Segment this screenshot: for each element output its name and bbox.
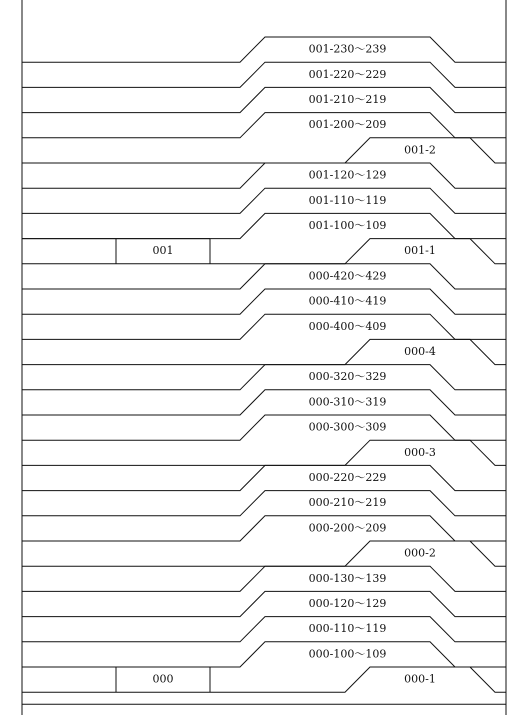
row-outline bbox=[22, 289, 506, 314]
range-row bbox=[22, 491, 506, 516]
range-row bbox=[22, 617, 506, 642]
range-row bbox=[22, 289, 506, 314]
row-label: 000-3 bbox=[404, 445, 436, 459]
range-row bbox=[22, 37, 506, 62]
row-label: 000-400～409 bbox=[308, 319, 387, 333]
row-outline bbox=[22, 642, 506, 667]
range-row bbox=[22, 516, 506, 541]
row-outline bbox=[22, 566, 506, 591]
row-label: 000-4 bbox=[404, 345, 436, 358]
row-label: 000-310～319 bbox=[308, 395, 387, 409]
range-row bbox=[22, 213, 506, 238]
root-label: 001 bbox=[152, 244, 174, 258]
row-outline bbox=[22, 113, 506, 138]
range-row bbox=[22, 87, 506, 112]
row-outline bbox=[22, 390, 506, 415]
row-label: 000-100～109 bbox=[308, 647, 387, 661]
range-row bbox=[22, 163, 506, 188]
row-label: 001-120～129 bbox=[308, 168, 387, 182]
row-outline bbox=[22, 591, 506, 616]
group-row bbox=[22, 541, 506, 566]
row-outline bbox=[22, 163, 506, 188]
row-label: 000-300～309 bbox=[308, 420, 387, 434]
row-label: 001-220～229 bbox=[308, 67, 387, 81]
row-label: 000-130～139 bbox=[308, 571, 387, 585]
row-label: 001-100～109 bbox=[308, 219, 387, 232]
row-label: 001-230～239 bbox=[308, 42, 387, 56]
range-row bbox=[22, 642, 506, 667]
group-row bbox=[22, 440, 506, 465]
row-label: 000-120～129 bbox=[308, 597, 387, 610]
range-row bbox=[22, 264, 506, 289]
range-row bbox=[22, 415, 506, 440]
row-label: 000-410～419 bbox=[308, 294, 387, 308]
range-row bbox=[22, 390, 506, 415]
row-outline bbox=[22, 188, 506, 213]
row-label: 001-110～119 bbox=[308, 193, 387, 207]
range-row bbox=[22, 365, 506, 390]
row-label: 000-200～209 bbox=[308, 521, 387, 535]
row-outline bbox=[22, 87, 506, 112]
group-row bbox=[22, 667, 506, 692]
row-outline bbox=[22, 516, 506, 541]
row-outline bbox=[22, 62, 506, 87]
row-outline bbox=[22, 264, 506, 289]
row-label: 000-320～329 bbox=[308, 370, 387, 384]
row-label: 001-200～209 bbox=[308, 118, 387, 132]
row-outline bbox=[22, 314, 506, 339]
row-label: 001-1 bbox=[404, 244, 436, 258]
range-row bbox=[22, 566, 506, 591]
range-row bbox=[22, 62, 506, 87]
row-label: 000-420～429 bbox=[308, 269, 387, 283]
row-label: 000-1 bbox=[404, 672, 436, 686]
row-label: 001-210～219 bbox=[308, 93, 387, 106]
group-row bbox=[22, 239, 506, 264]
row-label: 000-110～119 bbox=[308, 622, 387, 636]
range-row bbox=[22, 591, 506, 616]
row-label: 000-220～229 bbox=[308, 471, 387, 484]
rows-layer bbox=[22, 37, 506, 704]
row-outline bbox=[22, 213, 506, 238]
row-outline bbox=[22, 37, 506, 62]
row-label: 000-210～219 bbox=[308, 496, 387, 510]
row-outline bbox=[22, 415, 506, 440]
group-row bbox=[22, 138, 506, 163]
row-outline bbox=[22, 365, 506, 390]
row-outline bbox=[22, 491, 506, 516]
group-row bbox=[22, 339, 506, 364]
range-row bbox=[22, 465, 506, 490]
range-row bbox=[22, 314, 506, 339]
range-row bbox=[22, 188, 506, 213]
row-outline bbox=[22, 617, 506, 642]
row-label: 000-2 bbox=[404, 546, 436, 560]
row-outline bbox=[22, 465, 506, 490]
row-label: 001-2 bbox=[404, 143, 436, 157]
root-label: 000 bbox=[152, 672, 174, 686]
range-row bbox=[22, 113, 506, 138]
